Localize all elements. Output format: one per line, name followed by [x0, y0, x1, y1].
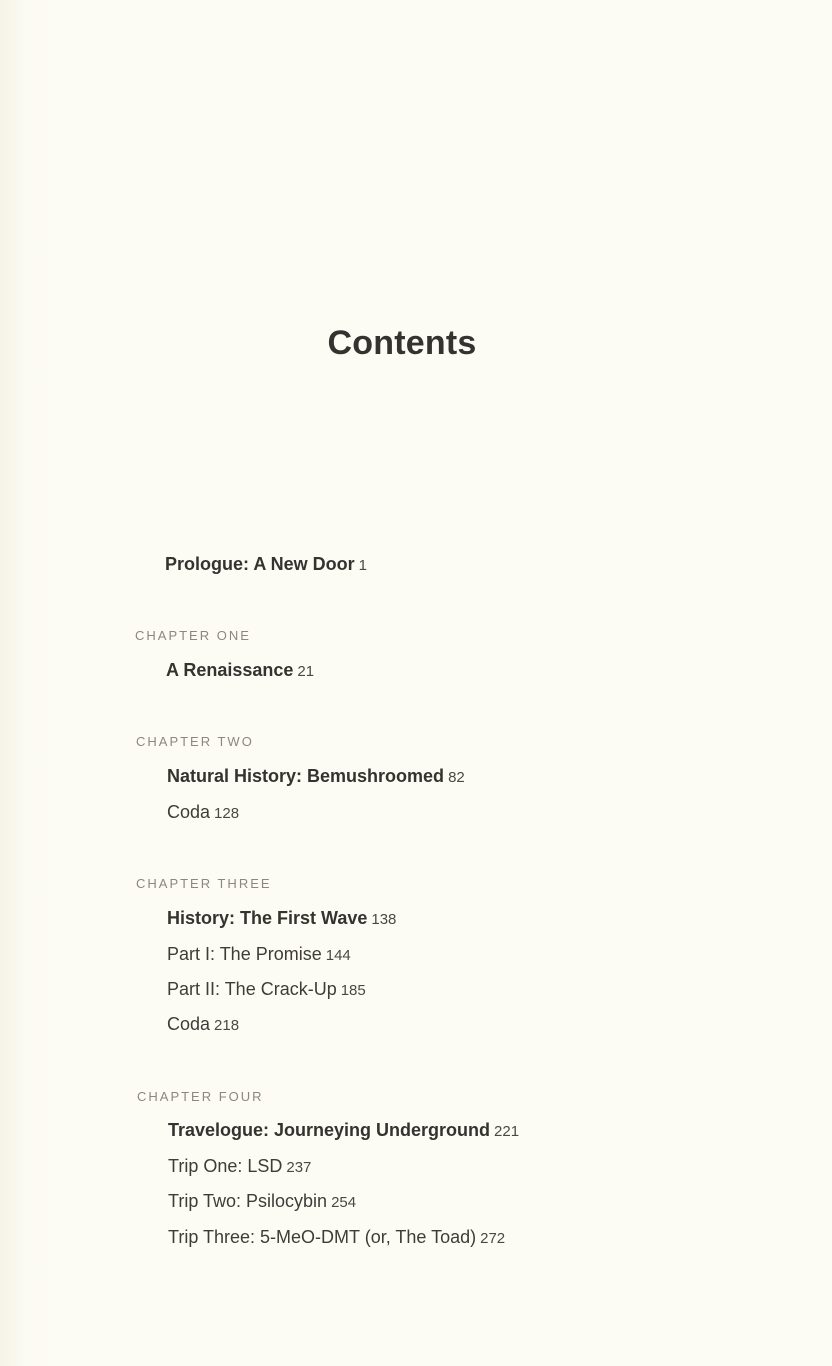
toc-entry-coda-three[interactable]	[167, 1013, 239, 1037]
toc-entry-renaissance[interactable]	[166, 659, 314, 683]
toc-entry-label: Coda	[167, 802, 211, 822]
toc-entry-label: Trip One: LSD	[168, 1156, 283, 1176]
toc-page-number: 21	[297, 663, 315, 680]
chapter-heading-two: CHAPTER TWO	[136, 734, 254, 749]
toc-entry-trip-two[interactable]	[168, 1190, 356, 1214]
toc-page-number: 254	[331, 1194, 357, 1211]
chapter-heading-four: CHAPTER FOUR	[137, 1089, 264, 1104]
chapter-heading-three: CHAPTER THREE	[136, 876, 272, 891]
toc-entry-travelogue[interactable]	[168, 1119, 519, 1143]
toc-page-number: 272	[480, 1230, 506, 1247]
toc-entry-label: History: The First Wave	[167, 908, 368, 928]
toc-entry-coda-two[interactable]	[167, 801, 239, 825]
toc-entry-label: Prologue: A New Door	[165, 554, 355, 574]
toc-entry-natural-history[interactable]	[167, 765, 465, 789]
toc-page-number: 144	[325, 947, 351, 964]
toc-entry-label: Part I: The Promise	[167, 944, 322, 964]
toc-entry-part-one[interactable]	[167, 943, 351, 967]
toc-page-number: 1	[358, 557, 368, 574]
toc-entry-label: Trip Three: 5-MeO-DMT (or, The Toad)	[168, 1227, 477, 1247]
toc-page-number: 82	[448, 769, 465, 786]
toc-entry-label: Part II: The Crack-Up	[167, 979, 337, 999]
toc-page-number: 185	[340, 982, 366, 999]
toc-entry-label: Coda	[167, 1014, 211, 1034]
toc-page-number: 138	[371, 911, 397, 928]
toc-entry-trip-three[interactable]	[168, 1226, 505, 1250]
chapter-heading-one: CHAPTER ONE	[135, 628, 251, 643]
toc-page-number: 221	[494, 1123, 520, 1140]
toc-page-number: 128	[214, 805, 240, 822]
toc-entry-first-wave[interactable]	[167, 907, 396, 931]
toc-entry-label: Natural History: Bemushroomed	[167, 766, 445, 786]
toc-entry-trip-one[interactable]	[168, 1155, 311, 1179]
toc-entry-part-two[interactable]	[167, 978, 366, 1002]
toc-entry-label: Travelogue: Journeying Underground	[168, 1120, 491, 1140]
toc-page-number: 237	[286, 1159, 312, 1176]
toc-entry-label: Trip Two: Psilocybin	[168, 1191, 328, 1211]
toc-entry-prologue[interactable]	[165, 553, 367, 577]
page-title: Contents	[327, 324, 477, 362]
toc-entry-label: A Renaissance	[166, 660, 294, 680]
toc-page-number: 218	[214, 1017, 240, 1034]
